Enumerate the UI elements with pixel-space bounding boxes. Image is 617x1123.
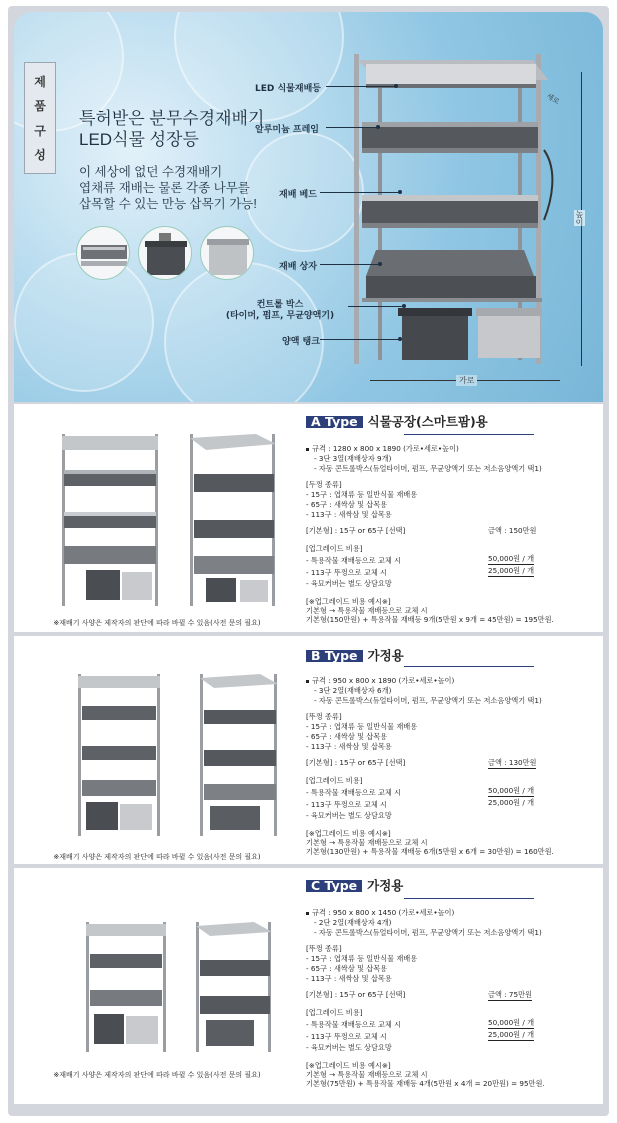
spec-detail: - 자동 콘트롤박스(듀얼타이머, 펌프, 무균양액기 또는 저소음양액기 택1) (314, 928, 542, 937)
example-heading: [※업그레이드 비용 예시※] (306, 829, 391, 838)
tray-heading: [두껑 종류] (306, 480, 342, 489)
tray-line: - 113구 : 새싹삼 및 삽목용 (306, 974, 392, 983)
type-c-heading (306, 880, 403, 892)
spec-line: 규격 : 950 x 800 x 1450 (가로•세로•높이) (306, 908, 454, 918)
example-line: 기본형 → 특용작물 재배등으로 교체 시 (306, 606, 428, 615)
example-line: 기본형(75만원) + 특용작물 재배등 4개(5만원 x 4개 = 20만원) = 95만원. (306, 1079, 545, 1088)
tray-line: - 65구 : 새싹삼 및 삽목용 (306, 964, 388, 973)
callout-bed: 재배 베드 (279, 190, 317, 200)
example-heading: [※업그레이드 비용 예시※] (306, 597, 391, 606)
type-title: 식물공장(스마트팜)용 (367, 414, 488, 429)
type-badge: C Type (306, 880, 362, 892)
base-model-label: [기본형] : 15구 or 65구 [선택] (306, 526, 406, 535)
spec-note-caption: ※재배기 사양은 제작자의 판단에 따라 바뀔 수 있음(사전 문의 필요) (53, 619, 261, 627)
width-label: 가로 (456, 375, 477, 386)
callout-box: 재배 상자 (279, 262, 317, 272)
upgrade-price: 25,000원 / 개 (488, 798, 535, 807)
callout-tank: 양액 탱크 (282, 337, 320, 347)
type-b-side-photo (196, 672, 282, 838)
type-title: 가정용 (367, 648, 404, 663)
spec-detail: - 자동 콘트롤박스(듀얼타이머, 펌프, 무균양액기 또는 저소음양액기 택1) (314, 464, 542, 473)
type-a-info (306, 404, 603, 632)
tab-char: 성 (34, 148, 46, 163)
spec-detail: - 자동 콘트롤박스(듀얼타이머, 펌프, 무균양액기 또는 저소음양액기 택1) (314, 696, 542, 705)
hero-description: 이 세상에 없던 수경재배기 엽채류 재배는 물론 각종 나무를 삽목할 수 있는 만능 삽목기 가능! (79, 165, 257, 211)
tray-heading: [뚜껑 종류] (306, 944, 342, 953)
type-a-front-photo (60, 432, 160, 608)
type-c-section (14, 868, 603, 1104)
tray-line: - 113구 : 새싹삼 및 삽목용 (306, 510, 392, 519)
type-badge: B Type (306, 650, 363, 662)
type-b-front-photo (76, 672, 162, 838)
upgrade-price: 50,000원 / 개 (488, 554, 535, 563)
spec-note-caption: ※재배기 사양은 제작자의 판단에 따라 바뀔 수 있음(사전 문의 필요) (53, 1071, 261, 1079)
section-tab-product-config (24, 62, 56, 174)
type-b-heading (306, 650, 404, 662)
upgrade-price: 50,000원 / 개 (488, 786, 535, 795)
base-price: 금액 : 75만원 (488, 990, 532, 999)
example-line: 기본형 → 특용작물 재배등으로 교체 시 (306, 1070, 428, 1079)
detail-thumbnail-led (76, 226, 130, 280)
tray-line: - 113구 : 새싹삼 및 삽목용 (306, 742, 392, 751)
upgrade-line: - 육묘커버는 별도 상담요망 (306, 811, 392, 820)
example-line: 기본형(130만원) + 특용작물 재배등 6개(5만원 x 6개 = 30만원) = 160만원. (306, 847, 554, 856)
upgrade-line: - 113구 뚜껑으로 교체 시 (306, 568, 387, 577)
tab-char: 제 (34, 74, 46, 89)
detail-thumbnail-tank (138, 226, 192, 280)
upgrade-heading: [업그레이드 비용] (306, 544, 363, 553)
spec-note-caption: ※재배기 사양은 제작자의 판단에 따라 바뀔 수 있음(사전 문의 필요) (53, 853, 261, 861)
type-c-info (306, 868, 603, 1104)
example-line: 기본형(150만원) + 특용작물 재배등 9개(5만원 x 9개 = 45만원) = 195만원. (306, 615, 554, 624)
tray-heading: [뚜껑 종류] (306, 712, 342, 721)
spec-line: 규격 : 950 x 800 x 1890 (가로•세로•높이) (306, 676, 454, 686)
upgrade-line: - 특용작물 재배등으로 교체 시 (306, 1020, 402, 1029)
tab-char: 구 (34, 123, 46, 138)
upgrade-price: 25,000원 / 개 (488, 566, 535, 575)
base-model-label: [기본형] : 15구 or 65구 [선택] (306, 758, 406, 767)
tray-line: - 65구 : 새싹삼 및 삽목용 (306, 500, 388, 509)
upgrade-line: - 육묘커버는 별도 상담요망 (306, 1043, 392, 1052)
callout-frame: 알루미늄 프레임 (255, 125, 319, 135)
base-price: 금액 : 150만원 (488, 526, 537, 535)
upgrade-line: - 특용작물 재배등으로 교체 시 (306, 788, 402, 797)
upgrade-line: - 특용작물 재배등으로 교체 시 (306, 556, 402, 565)
type-c-front-photo (84, 920, 168, 1054)
upgrade-price: 25,000원 / 개 (488, 1030, 535, 1039)
tray-line: - 15구 : 엽채류 등 일반식물 재배용 (306, 490, 418, 499)
upgrade-line: - 113구 뚜껑으로 교체 시 (306, 800, 387, 809)
spec-detail: - 2단 2열(재배상자 4개) (314, 918, 392, 927)
type-b-info (306, 636, 603, 864)
type-a-heading (306, 416, 488, 428)
type-a-section (14, 404, 603, 632)
spec-line: 규격 : 1280 x 800 x 1890 (가로•세로•높이) (306, 444, 459, 454)
upgrade-heading: [업그레이드 비용] (306, 1008, 363, 1017)
example-line: 기본형 → 특용작물 재배등으로 교체 시 (306, 838, 428, 847)
upgrade-line: - 육묘커버는 별도 상담요망 (306, 579, 392, 588)
detail-thumbnail-control-box (200, 226, 254, 280)
upgrade-line: - 113구 뚜껑으로 교체 시 (306, 1032, 387, 1041)
hero-title: 특허받은 분무수경재배기 LED식물 성장등 (79, 109, 265, 149)
type-a-side-photo (186, 432, 278, 608)
hero-banner (14, 12, 603, 402)
example-heading: [※업그레이드 비용 예시※] (306, 1061, 391, 1070)
upgrade-price: 50,000원 / 개 (488, 1018, 535, 1027)
type-b-section (14, 636, 603, 864)
depth-label: 세로 (544, 92, 561, 106)
height-label: 높이 (575, 210, 584, 226)
type-badge: A Type (306, 416, 363, 428)
tab-char: 품 (34, 99, 46, 114)
tray-line: - 15구 : 엽채류 등 일반식물 재배용 (306, 954, 418, 963)
type-c-side-photo (192, 920, 276, 1054)
tray-line: - 15구 : 엽채류 등 일반식물 재배용 (306, 722, 418, 731)
rack-illustration (348, 50, 568, 370)
upgrade-heading: [업그레이드 비용] (306, 776, 363, 785)
tray-line: - 65구 : 새싹삼 및 삽목용 (306, 732, 388, 741)
callout-led: LED 식물재배등 (255, 84, 321, 94)
base-price: 금액 : 130만원 (488, 758, 537, 767)
spec-detail: - 3단 3열(재배상자 9개) (314, 454, 392, 463)
base-model-label: [기본형] : 15구 or 65구 [선택] (306, 990, 406, 999)
spec-detail: - 3단 2열(재배상자 6개) (314, 686, 392, 695)
callout-control: 컨트롤 박스 (타이머, 펌프, 무균양액기) (225, 300, 335, 321)
type-title: 가정용 (367, 878, 404, 893)
